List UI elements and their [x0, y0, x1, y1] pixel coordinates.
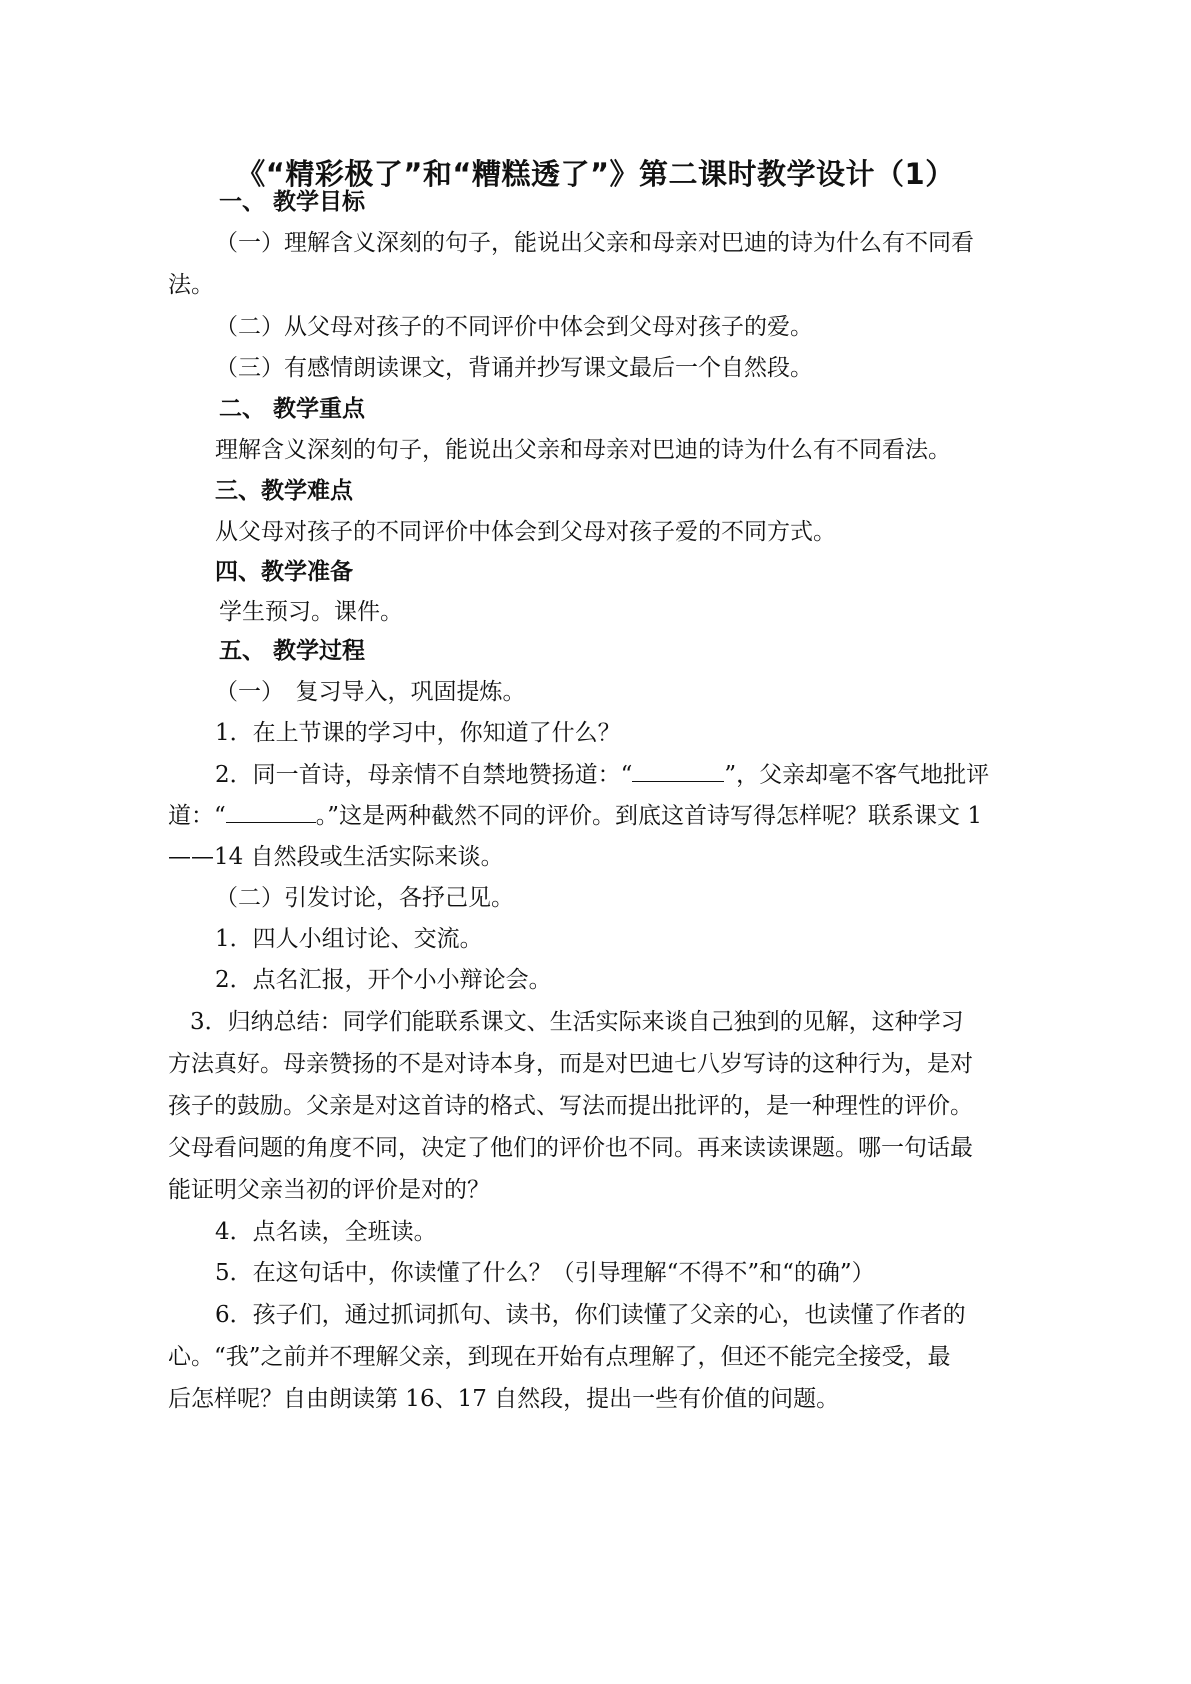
- process-2-item-2: 2．点名汇报，开个小小辩论会。: [215, 967, 552, 993]
- heading-teaching-difficulty: 三、教学难点: [215, 478, 353, 504]
- heading-teaching-process: 五、 教学过程: [219, 638, 366, 664]
- goal-1-line-1: （一）理解含义深刻的句子，能说出父亲和母亲对巴迪的诗为什么有不同看: [215, 230, 974, 256]
- item-2-line-2-before-blank: 道：“: [168, 803, 226, 829]
- teaching-preparation-text: 学生预习。课件。: [219, 599, 403, 625]
- process-part-1-title: （一） 复习导入，巩固提炼。: [215, 679, 526, 705]
- process-1-item-1: 1．在上节课的学习中，你知道了什么？: [215, 720, 621, 746]
- fill-in-blank-father: [226, 800, 316, 823]
- heading-teaching-focus: 二、 教学重点: [219, 396, 366, 422]
- process-2-item-6-line-2: 心。“我”之前并不理解父亲，到现在开始有点理解了，但还不能完全接受，最: [168, 1344, 951, 1370]
- heading-teaching-preparation: 四、教学准备: [215, 559, 353, 585]
- item-2-line-2-after-blank: 。”这是两种截然不同的评价。到底这首诗写得怎样呢？联系课文 1: [315, 803, 982, 829]
- process-2-item-4: 4．点名读，全班读。: [215, 1219, 437, 1245]
- process-2-item-6-line-1: 6．孩子们，通过抓词抓句、读书，你们读懂了父亲的心，也读懂了作者的: [215, 1302, 966, 1328]
- goal-1-line-2: 法。: [168, 272, 214, 298]
- teaching-difficulty-text: 从父母对孩子的不同评价中体会到父母对孩子爱的不同方式。: [215, 519, 836, 545]
- item-2-text-before-blank: 2．同一首诗，母亲情不自禁地赞扬道：“: [215, 762, 633, 788]
- process-2-item-3-line-3: 孩子的鼓励。父亲是对这首诗的格式、写法而提出批评的，是一种理性的评价。: [168, 1093, 973, 1119]
- process-1-item-2-line-1: [215, 759, 989, 790]
- process-2-item-3-line-2: 方法真好。母亲赞扬的不是对诗本身，而是对巴迪七八岁写诗的这种行为，是对: [168, 1051, 973, 1077]
- process-1-item-2-line-2: [168, 800, 982, 831]
- process-2-item-3-line-5: 能证明父亲当初的评价是对的？: [168, 1177, 490, 1203]
- item-2-text-after-blank: ”，父亲却毫不客气地批评: [724, 762, 990, 788]
- process-part-2-title: （二）引发讨论，各抒己见。: [215, 885, 514, 911]
- fill-in-blank-mother: [632, 759, 724, 782]
- goal-2: （二）从父母对孩子的不同评价中体会到父母对孩子的爱。: [215, 314, 813, 340]
- process-2-item-6-line-3: 后怎样呢？自由朗读第 16、17 自然段，提出一些有价值的问题。: [168, 1386, 840, 1412]
- process-2-item-5: 5．在这句话中，你读懂了什么？（引导理解“不得不”和“的确”）: [215, 1260, 875, 1286]
- process-1-item-2-line-3: ——14 自然段或生活实际来谈。: [168, 844, 504, 870]
- goal-3: （三）有感情朗读课文，背诵并抄写课文最后一个自然段。: [215, 355, 813, 381]
- heading-teaching-goals: 一、 教学目标: [219, 189, 366, 215]
- document-title: 《“精彩极了”和“糟糕透了”》第二课时教学设计（1）: [236, 157, 955, 191]
- process-2-item-3-line-1: 3．归纳总结：同学们能联系课文、生活实际来谈自己独到的见解，这种学习: [190, 1009, 964, 1035]
- process-2-item-1: 1．四人小组讨论、交流。: [215, 926, 483, 952]
- teaching-focus-text: 理解含义深刻的句子，能说出父亲和母亲对巴迪的诗为什么有不同看法。: [215, 437, 951, 463]
- process-2-item-3-line-4: 父母看问题的角度不同，决定了他们的评价也不同。再来读读课题。哪一句话最: [168, 1135, 973, 1161]
